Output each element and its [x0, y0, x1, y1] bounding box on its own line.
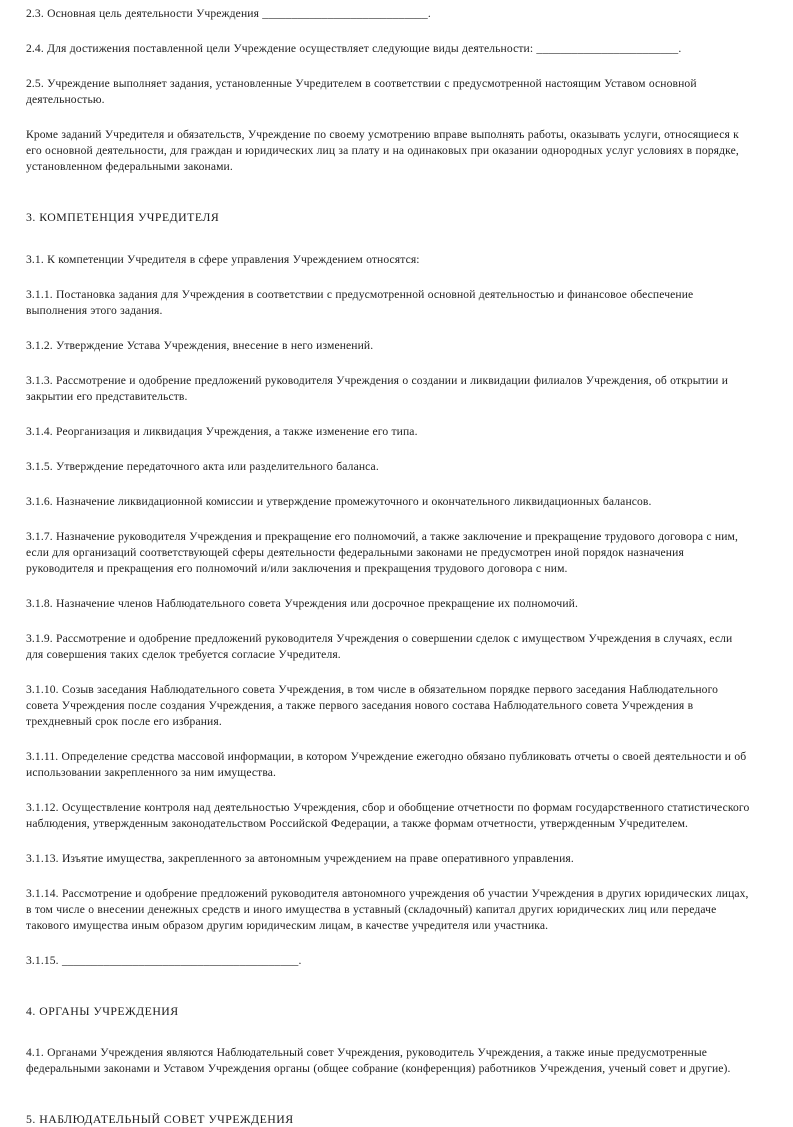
paragraph-spacer [26, 449, 751, 459]
paragraph-3-1-12: 3.1.12. Осуществление контроля над деятельностью Учреждения, сбор и обобщение отчетности по формам государственного статистического наблюдения, утвержденным законодательством Российской Федерации, а также формам отчетности, утвержденным Учредителем. [26, 801, 750, 830]
paragraph-spacer [26, 66, 751, 76]
section-heading-3: 3. КОМПЕТЕНЦИЯ УЧРЕДИТЕЛЯ [26, 210, 220, 224]
paragraph-spacer [26, 414, 751, 424]
paragraph-spacer [26, 277, 751, 287]
paragraph-3-1-13: 3.1.13. Изъятие имущества, закрепленного за автономным учреждением на праве оперативного управления. [26, 852, 574, 865]
paragraph-3-1-4: 3.1.4. Реорганизация и ликвидация Учреждения, а также изменение его типа. [26, 425, 418, 438]
paragraph-3-1-6: 3.1.6. Назначение ликвидационной комиссии и утверждение промежуточного и окончательного ликвидационных балансов. [26, 495, 652, 508]
section-heading-4: 4. ОРГАНЫ УЧРЕЖДЕНИЯ [26, 1004, 179, 1018]
paragraph-spacer [26, 841, 751, 851]
paragraph-2-4: 2.4. Для достижения поставленной цели Учреждение осуществляет следующие виды деятельности: ________________________. [26, 42, 682, 55]
paragraph-3-1: 3.1. К компетенции Учредителя в сфере управления Учреждением относятся: [26, 253, 420, 266]
paragraph-3-1-15: 3.1.15. ________________________________________. [26, 954, 302, 967]
paragraph-spacer [26, 876, 751, 886]
document-body [26, 6, 751, 1127]
paragraph-3-1-3: 3.1.3. Рассмотрение и одобрение предложений руководителя Учреждения о создании и ликвидации филиалов Учреждения, об открытии и закрытии его представительств. [26, 374, 729, 403]
paragraph-3-1-1: 3.1.1. Постановка задания для Учреждения в соответствии с предусмотренной основной деятельностью и финансовое обеспечение выполнения этого задания. [26, 288, 694, 317]
paragraph-4-1: 4.1. Органами Учреждения являются Наблюдательный совет Учреждения, руководитель Учреждения, а также иные предусмотренные федеральными законами и Уставом Учреждения органы (общее собрание (конференция) работников Учреждения, ученый совет и другие). [26, 1046, 731, 1075]
section-gap [26, 225, 751, 252]
section-gap [26, 184, 751, 209]
paragraph-spacer [26, 621, 751, 631]
paragraph-3-1-11: 3.1.11. Определение средства массовой информации, в котором Учреждение ежегодно обязано публиковать отчеты о своей деятельности и об использовании закрепленного за ним имущества. [26, 750, 747, 779]
paragraph-spacer [26, 943, 751, 953]
section-heading-5: 5. НАБЛЮДАТЕЛЬНЫЙ СОВЕТ УЧРЕЖДЕНИЯ [26, 1112, 294, 1126]
paragraph-3-1-14: 3.1.14. Рассмотрение и одобрение предложений руководителя автономного учреждения об участии Учреждения в других юридических лицах, в том числе о внесении денежных средств и иного имущества в уставный (складочный) капитал других юридических лиц или передаче такового имущества иным образом другим юридическим лицам, в качестве учредителя или участника. [26, 887, 749, 932]
paragraph-spacer [26, 519, 751, 529]
paragraph-spacer [26, 328, 751, 338]
paragraph-spacer [26, 117, 751, 127]
section-gap [26, 1019, 751, 1045]
paragraph-spacer [26, 739, 751, 749]
section-gap [26, 978, 751, 1003]
paragraph-3-1-7: 3.1.7. Назначение руководителя Учреждения и прекращение его полномочий, а также заключение и прекращение трудового договора с ним, если для организаций соответствующей сферы деятельности федеральными законами не предусмотрен иной порядок назначения руководителя и прекращения его полномочий и/или заключения и прекращения трудового договора с ним. [26, 530, 739, 575]
paragraph-spacer [26, 672, 751, 682]
paragraph-3-1-10: 3.1.10. Созыв заседания Наблюдательного совета Учреждения, в том числе в обязательном порядке первого заседания Наблюдательного совета Учреждения после создания Учреждения, а также первого заседания нового состава Наблюдательного совета Учреждения в трехдневный срок после его избрания. [26, 683, 719, 728]
paragraph-3-1-5: 3.1.5. Утверждение передаточного акта или разделительного баланса. [26, 460, 379, 473]
paragraph-spacer [26, 790, 751, 800]
paragraph-2-3: 2.3. Основная цель деятельности Учреждения ____________________________. [26, 7, 431, 20]
paragraph-spacer [26, 484, 751, 494]
paragraph-spacer [26, 31, 751, 41]
paragraph-3-1-2: 3.1.2. Утверждение Устава Учреждения, внесение в него изменений. [26, 339, 374, 352]
paragraph-spacer [26, 586, 751, 596]
paragraph-3-1-9: 3.1.9. Рассмотрение и одобрение предложений руководителя Учреждения о совершении сделок с имуществом Учреждения в случаях, если для совершения таких сделок требуется согласие Учредителя. [26, 632, 733, 661]
paragraph-2-5: 2.5. Учреждение выполняет задания, установленные Учредителем в соответствии с предусмотренной настоящим Уставом основной деятельностью. [26, 77, 697, 106]
paragraph-spacer [26, 363, 751, 373]
section-gap [26, 1086, 751, 1111]
paragraph-2-5-additional: Кроме заданий Учредителя и обязательств, Учреждение по своему усмотрению вправе выполнять работы, оказывать услуги, относящиеся к его основной деятельности, для граждан и юридических лиц за плату и на одинаковых при оказании однородных услуг условиях в порядке, установленном федеральными законами. [26, 128, 739, 173]
paragraph-3-1-8: 3.1.8. Назначение членов Наблюдательного совета Учреждения или досрочное прекращение их полномочий. [26, 597, 579, 610]
